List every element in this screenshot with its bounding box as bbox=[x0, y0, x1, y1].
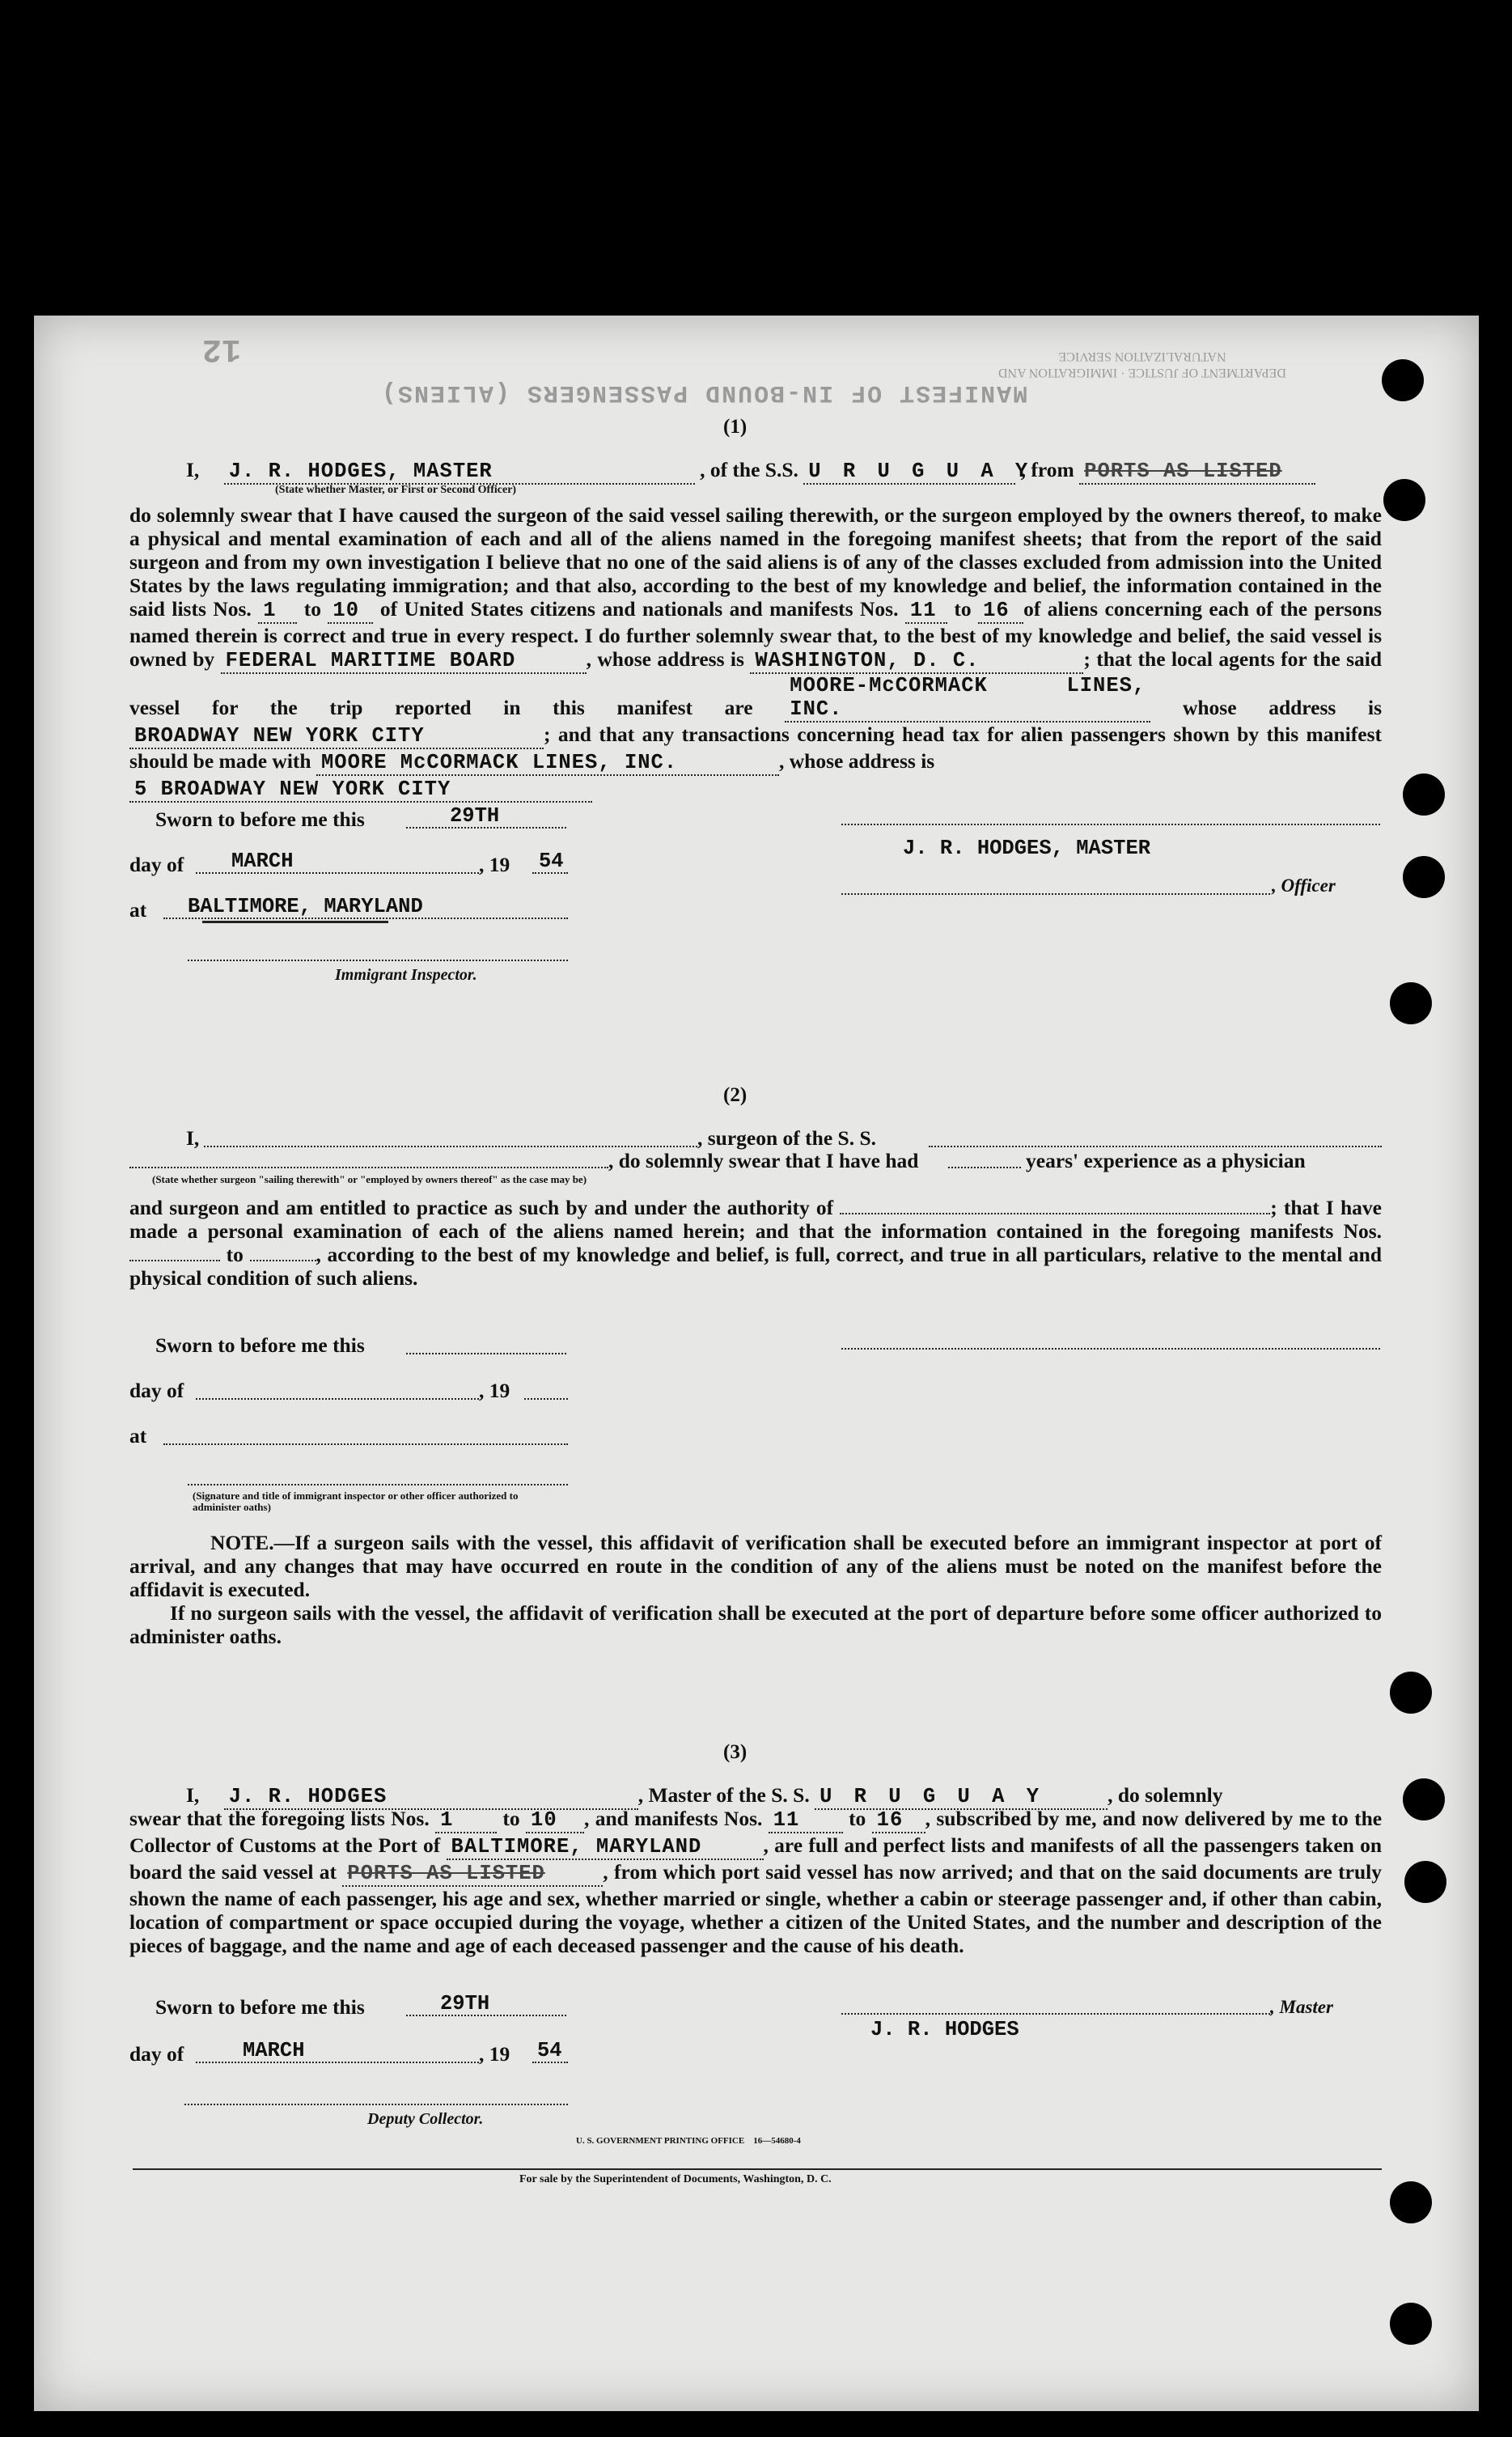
whose-address-label: , whose address is bbox=[586, 647, 744, 671]
faint-left-mark: 12 bbox=[202, 330, 242, 367]
sworn-label: Sworn to before me this bbox=[155, 807, 365, 831]
section-2-body: and surgeon and am entitled to practice as such by and under the authority of ; that I have made a personal examination of each of the aliens named herein; and that the information contained in the foregoing manifests Nos. to , according to the best of my knowledge and belief, is full, correct, and true in all particulars, relative to the mental and physical condition of such aliens. bbox=[129, 1196, 1383, 1290]
section-3-manifests-to-field: 16 bbox=[872, 1808, 925, 1833]
vessel-name-field: U R U G U A Y bbox=[803, 460, 1015, 485]
section-1-para-5: ; and that any transactions concerning head tax for alien passengers shown by this manifest should be made with bbox=[129, 723, 1382, 773]
manifests-to-field: 16 bbox=[978, 599, 1023, 624]
punch-hole bbox=[1390, 2181, 1432, 2223]
swear-text: , do solemnly swear that I have had bbox=[608, 1149, 919, 1172]
section-2-i-label: I, bbox=[186, 1126, 200, 1150]
punch-hole bbox=[1382, 359, 1424, 401]
section-3-day-of-label: day of bbox=[129, 2042, 184, 2066]
punch-hole bbox=[1390, 1672, 1432, 1714]
punch-hole bbox=[1390, 2303, 1432, 2345]
punch-hole bbox=[1403, 1778, 1445, 1820]
section-3-p5: , from which port said vessel has now arrived; and that on the said documents are truly shown the name of each passenger, his age and sex, whether married or single, whether a cabin or steerage passenger and, if other than cabin, location of compartment or space occupied during the voyage, whether a citizen of the United States, and the number and description of the pieces of baggage, and the name and age of each deceased passenger and the cause of his death. bbox=[129, 1860, 1382, 1957]
punch-hole bbox=[1383, 479, 1425, 521]
note-paragraph-1: —If a surgeon sails with the vessel, this affidavit of verification shall be executed before an immigrant inspector at port of arrival, and any changes that may have occurred en route in the condition of any of the aliens must be noted on the manifest before the affidavit is executed. bbox=[129, 1531, 1382, 1601]
section-3-sworn-label: Sworn to before me this bbox=[155, 1995, 365, 2019]
at-label: at bbox=[129, 898, 147, 922]
officer-name: J. R. HODGES, MASTER bbox=[903, 837, 1151, 860]
day-of-label: day of bbox=[129, 853, 184, 876]
i-label: I, bbox=[186, 458, 200, 481]
faint-stamp: DEPARTMENT OF JUSTICE · IMMIGRATION AND NATURALIZATION SERVICE bbox=[998, 350, 1286, 379]
sworn-day-field: 29TH bbox=[450, 804, 500, 828]
faint-header-title: MANIFEST OF IN-BOUND PASSENGERS (ALIENS) bbox=[380, 379, 1028, 406]
year-prefix: , 19 bbox=[479, 853, 510, 876]
section-2-line-c: , according to the best of my knowledge and belief, is full, correct, and true in all particulars, relative to the mental and physical condition of such aliens. bbox=[129, 1243, 1383, 1290]
section-3-p2: , and manifests Nos. bbox=[584, 1807, 763, 1830]
section-1-first-line bbox=[186, 458, 1448, 485]
agents-field: MOORE-McCORMACK LINES, INC. bbox=[785, 674, 1150, 723]
printing-office-line: U. S. GOVERNMENT PRINTING OFFICE 16—54680-4 bbox=[576, 2136, 801, 2146]
section-3-month-field: MARCH bbox=[243, 2039, 305, 2062]
whose-address-label-3: , whose address is bbox=[778, 749, 935, 773]
section-2-year-prefix: , 19 bbox=[479, 1379, 510, 1402]
owner-field: FEDERAL MARITIME BOARD bbox=[221, 649, 587, 674]
section-3-boarded-at-field: PORTS AS LISTED bbox=[342, 1862, 603, 1887]
section-2-line-b: that I have made a personal examination of each of the aliens named herein; and that the information contained in the foregoing manifests Nos. bbox=[129, 1196, 1382, 1243]
master-caption: (State whether Master, or First or Second Officer) bbox=[275, 484, 517, 496]
section-3-sworn-day-field: 29TH bbox=[440, 1992, 490, 2015]
section-3-master-caption: , Master bbox=[1270, 1997, 1333, 2017]
section-3-lists-from-field: 1 bbox=[435, 1808, 497, 1833]
lists-to-field: 10 bbox=[328, 599, 373, 624]
punch-hole bbox=[1404, 1861, 1446, 1903]
punch-hole bbox=[1403, 856, 1445, 898]
section-3-solemnly: , do solemnly bbox=[1108, 1783, 1223, 1807]
at-place-field: BALTIMORE, MARYLAND bbox=[188, 895, 423, 918]
section-1-para-4: that the local agents for the said vessel for the trip reported in this manifest are bbox=[129, 647, 1383, 719]
section-3-master-name-field: J. R. HODGES bbox=[224, 1785, 638, 1810]
deputy-collector-caption: Deputy Collector. bbox=[367, 2110, 484, 2128]
section-3-p4: , are full and perfect lists and manifests of all the passengers taken on board the said vessel at bbox=[129, 1833, 1382, 1884]
section-2-sworn-label: Sworn to before me this bbox=[155, 1333, 365, 1357]
surgeon-caption: (State whether surgeon "sailing therewith" or "employed by owners thereof" as the case may be) bbox=[152, 1173, 587, 1185]
section-3-to-word-2: to bbox=[849, 1807, 866, 1830]
section-3-body bbox=[129, 1807, 1382, 1957]
section-3-heading: (3) bbox=[723, 1741, 748, 1763]
from-port-field: PORTS AS LISTED bbox=[1079, 460, 1315, 485]
owner-address-field: WASHINGTON, D. C. bbox=[750, 649, 1083, 674]
section-2-manifests-from-field bbox=[129, 1260, 220, 1261]
headtax-address-field: 5 BROADWAY NEW YORK CITY bbox=[129, 778, 592, 803]
month-field: MARCH bbox=[231, 850, 294, 873]
section-2-line-a: and surgeon and am entitled to practice as such by and under the authority of bbox=[129, 1196, 834, 1219]
master-name-field: J. R. HODGES, MASTER bbox=[224, 460, 695, 485]
section-3-year-prefix: , 19 bbox=[479, 2042, 510, 2066]
section-3-master-signature: J. R. HODGES bbox=[870, 2018, 1019, 2041]
section-1-para-1: do solemnly swear that I have caused the surgeon of the said vessel sailing therewith, or the surgeon employed by the owners thereof, to make a physical and mental examination of each and all of the aliens named in the foregoing manifest sheets; that from the report of the said surgeon and from my own investigation I believe that no one of the said aliens is of any of the classes excluded from admission into the United States by the laws regulating immigration; and that also, according to the best of my knowledge and belief, the information contained in the said lists Nos. bbox=[129, 503, 1382, 621]
to-word: to bbox=[954, 597, 972, 621]
section-3-p1: swear that the foregoing lists Nos. bbox=[129, 1807, 430, 1830]
authority-field bbox=[840, 1213, 1270, 1214]
section-3-vessel-field: U R U G U A Y bbox=[815, 1785, 1108, 1810]
section-3-p3: , subscribed by me, and now delivered by me to the Collector of Customs at the Port of bbox=[129, 1807, 1383, 1857]
section-1-heading: (1) bbox=[723, 416, 748, 438]
section-2-to-word: to bbox=[226, 1243, 244, 1266]
punch-hole bbox=[1390, 982, 1432, 1024]
section-3-master-of: , Master of the S. S. bbox=[637, 1783, 810, 1807]
year-field: 54 bbox=[539, 850, 564, 873]
section-3-i-label: I, bbox=[186, 1783, 200, 1807]
to-word: to bbox=[303, 597, 321, 621]
whose-address-label-2: whose address is bbox=[1182, 696, 1383, 719]
section-2-day-of-label: day of bbox=[129, 1379, 184, 1402]
section-1-para-3: of aliens concerning each of the persons named therein is correct and true in every respect. I do further solemnly swear that, to the best of my knowledge and belief, the said vessel is owned by bbox=[129, 597, 1383, 671]
headtax-agent-field: MOORE McCORMACK LINES, INC. bbox=[316, 751, 779, 776]
for-sale-line: For sale by the Superintendent of Documents, Washington, D. C. bbox=[519, 2173, 832, 2185]
immigrant-inspector-caption: Immigrant Inspector. bbox=[335, 966, 477, 984]
section-2-manifests-to-field bbox=[250, 1260, 316, 1261]
note-block bbox=[129, 1531, 1382, 1648]
signature-caption: (Signature and title of immigrant inspector or other officer authorized to administer oaths) bbox=[193, 1490, 519, 1513]
years-text: years' experience as a physician bbox=[1026, 1149, 1306, 1172]
section-3-port-field: BALTIMORE, MARYLAND bbox=[447, 1835, 764, 1860]
section-1-body: do solemnly swear that I have caused the surgeon of the said vessel sailing therewith, or the surgeon employed by the owners thereof, to make a physical and mental examination of each and all of the aliens named in the foregoing manifest sheets; that from the report of the said surgeon and from my own investigation I believe that no one of the said aliens is of any of the classes excluded from admission into the United States by the laws regulating immigration; and that also, according to the best of my knowledge and belief, the information contained in the said lists Nos. 1 to 10 of United States citizens and nationals and manifests Nos. 11 to 16 of aliens concerning each of the persons named therein is correct and true in every respect. I do further solemnly swear that, to the best of my knowledge and belief, the said vessel is owned by FEDERAL MARITIME BOARD , whose address is WASHINGTON, D. C. ; that the local agents for the said vessel for the trip reported in this manifest are MOORE-McCORMACK LINES, INC. whose address is BROADWAY NEW YORK CITY ; and that any transactions concerning head tax for alien passengers shown by this manifest should be made with MOORE McCORMACK LINES, INC. , whose address is 5 BROADWAY NEW YORK CITY bbox=[129, 503, 1383, 801]
section-2-at-label: at bbox=[129, 1424, 147, 1447]
agents-address-field: BROADWAY NEW YORK CITY bbox=[129, 724, 544, 749]
punch-hole bbox=[1403, 773, 1445, 816]
surgeon-of-label: , surgeon of the S. S. bbox=[697, 1126, 877, 1150]
section-1-para-2: of United States citizens and nationals and manifests Nos. bbox=[379, 597, 899, 621]
manifest-sheet bbox=[34, 316, 1479, 2411]
officer-caption: , Officer bbox=[1272, 875, 1336, 896]
note-label: NOTE. bbox=[210, 1531, 274, 1554]
lists-from-field: 1 bbox=[258, 599, 297, 624]
section-3-year-field: 54 bbox=[537, 2039, 562, 2062]
manifests-from-field: 11 bbox=[905, 599, 947, 624]
from-label: , from bbox=[1020, 458, 1074, 481]
section-2-heading: (2) bbox=[723, 1084, 748, 1106]
note-paragraph-2: If no surgeon sails with the vessel, the affidavit of verification shall be executed at the port of departure before some officer authorized to administer oaths. bbox=[129, 1601, 1382, 1648]
of-ss-label: , of the S.S. bbox=[700, 458, 798, 481]
section-3-lists-to-field: 10 bbox=[526, 1808, 584, 1833]
section-3-to-word: to bbox=[502, 1807, 520, 1830]
section-3-manifests-from-field: 11 bbox=[769, 1808, 843, 1833]
